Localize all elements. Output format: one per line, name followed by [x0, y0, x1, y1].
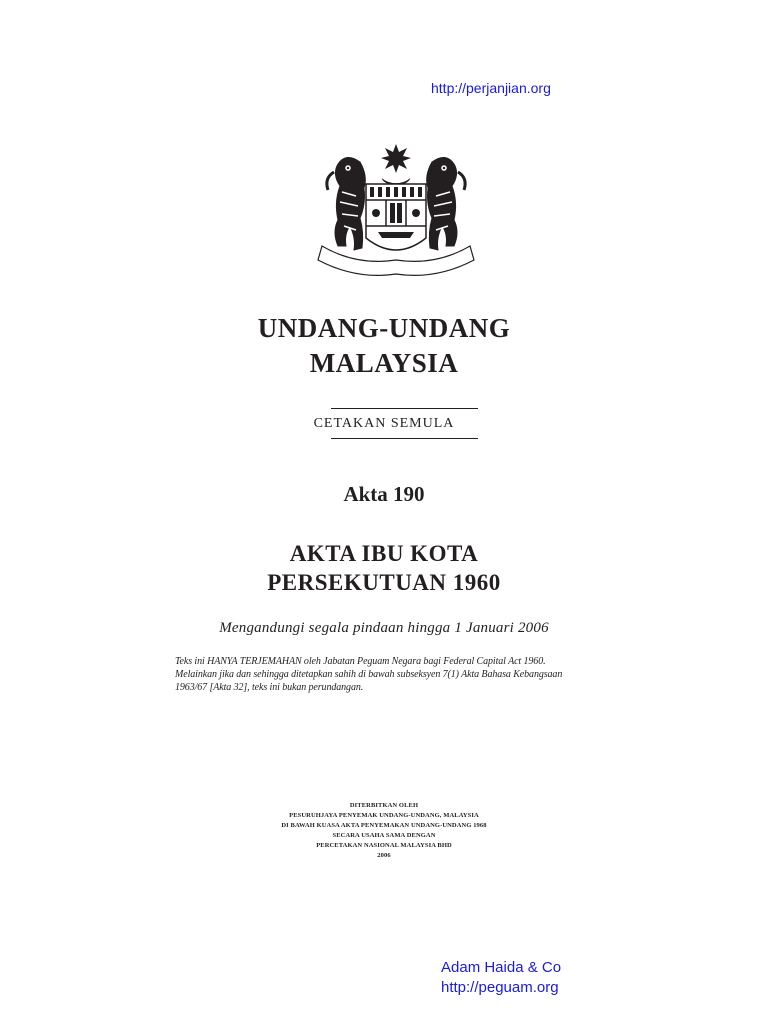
peguam-link[interactable]: http://peguam.org	[441, 979, 559, 996]
publisher-line: DI BAWAH KUASA AKTA PENYEMAKAN UNDANG-UNDANG 1968	[281, 822, 487, 829]
amendments-note: Mengandungi segala pindaan hingga 1 Januari 2006	[219, 620, 549, 636]
edition-label: CETAKAN SEMULA	[313, 416, 455, 431]
act-title-line-2: PERSEKUTUAN 1960	[267, 570, 501, 595]
publisher-line: PESURUHJAYA PENYEMAK UNDANG-UNDANG, MALAYSIA	[289, 812, 479, 819]
translation-disclaimer	[175, 655, 615, 694]
divider	[331, 408, 478, 409]
act-number: Akta 190	[343, 482, 425, 506]
malaysia-coat-of-arms-icon	[316, 142, 476, 284]
publisher-block	[0, 801, 768, 861]
disclaimer-line: Melainkan jika dan sehingga ditetapkan sahih di bawah subseksyen 7(1) Akta Bahasa Kebangsaan	[175, 669, 563, 680]
coat-of-arms	[316, 142, 476, 284]
divider	[331, 438, 478, 439]
publisher-line: PERCETAKAN NASIONAL MALAYSIA BHD	[316, 842, 452, 849]
publisher-line: DITERBITKAN OLEH	[349, 802, 419, 809]
publisher-year: 2006	[377, 852, 391, 859]
title-line-2: MALAYSIA	[309, 348, 459, 378]
disclaimer-line: 1963/67 [Akta 32], teks ini bukan perundangan.	[175, 682, 364, 693]
publisher-line: SECARA USAHA SAMA DENGAN	[332, 832, 436, 839]
perjanjian-link[interactable]: http://perjanjian.org	[431, 80, 551, 96]
disclaimer-line: Teks ini HANYA TERJEMAHAN oleh Jabatan Peguam Negara bagi Federal Capital Act 1960.	[175, 656, 546, 667]
firm-name: Adam Haida & Co	[441, 959, 562, 976]
act-title-line-1: AKTA IBU KOTA	[289, 541, 479, 566]
title-line-1: UNDANG-UNDANG	[257, 313, 511, 343]
